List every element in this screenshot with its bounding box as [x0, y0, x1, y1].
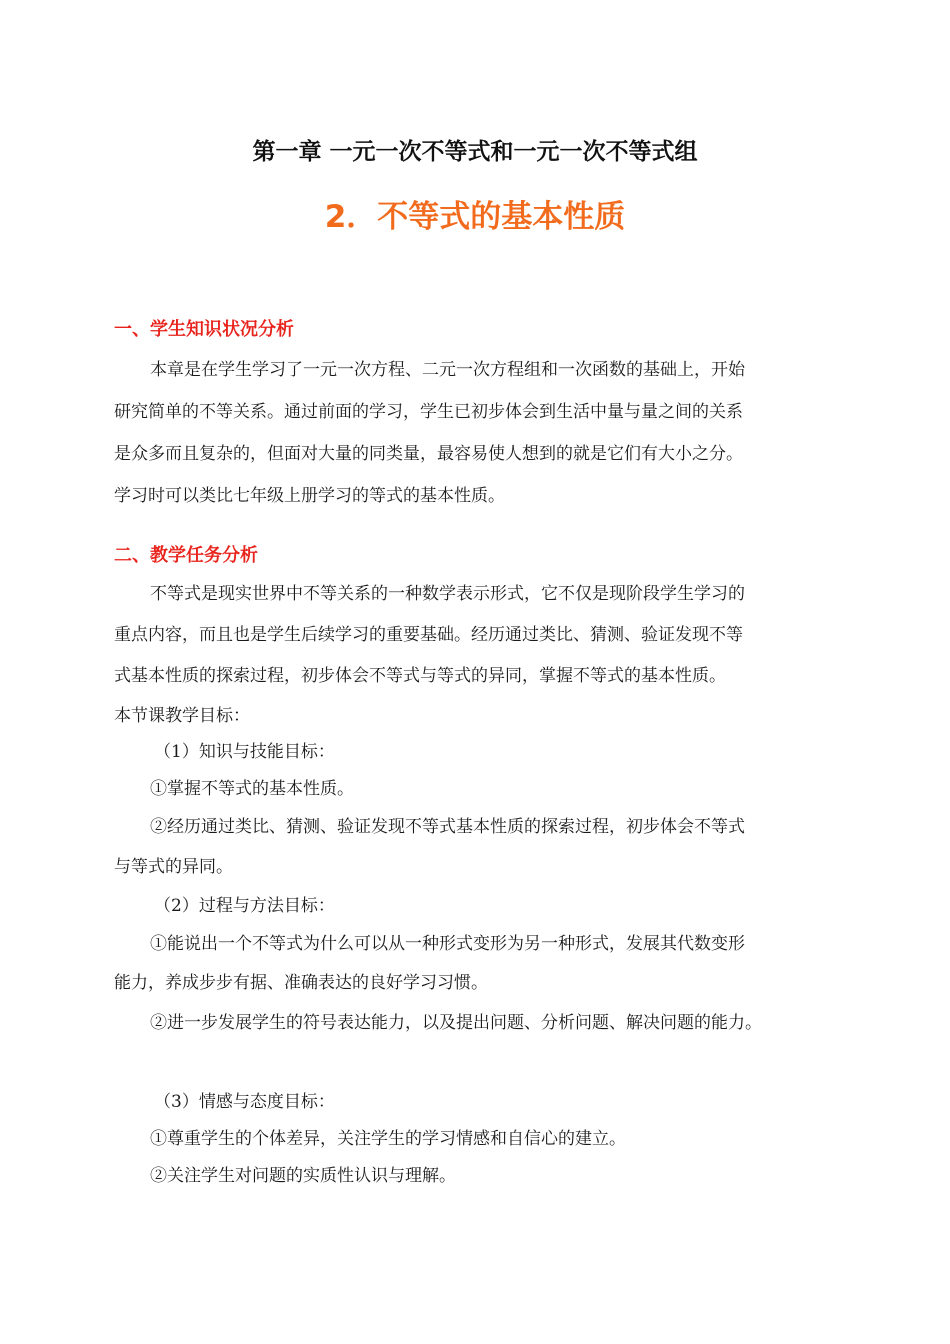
section2-paragraph-line: 不等式是现实世界中不等关系的一种数学表示形式，它不仅是现阶段学生学习的: [150, 584, 745, 604]
goal1-label: （1）知识与技能目标：: [154, 742, 335, 762]
section1-paragraph-line: 学习时可以类比七年级上册学习的等式的基本性质。: [114, 486, 505, 506]
lesson-title: 2．不等式的基本性质: [324, 199, 626, 235]
goal3-item: ①尊重学生的个体差异，关注学生的学习情感和自信心的建立。: [150, 1129, 626, 1149]
goal1-item: ①掌握不等式的基本性质。: [150, 779, 354, 799]
goal3-item: ②关注学生对问题的实质性认识与理解。: [150, 1166, 456, 1186]
goal2-item-continued: 能力，养成步步有据、准确表达的良好学习习惯。: [114, 973, 488, 993]
section1-paragraph-line: 研究简单的不等关系。通过前面的学习，学生已初步体会到生活中量与量之间的关系: [114, 402, 743, 422]
goal2-label: （2）过程与方法目标：: [154, 896, 335, 916]
objectives-label: 本节课教学目标：: [114, 706, 250, 726]
goal1-item-continued: 与等式的异同。: [114, 857, 233, 877]
goal2-item: ①能说出一个不等式为什么可以从一种形式变形为另一种形式，发展其代数变形: [150, 934, 745, 954]
section-heading-student-knowledge: 一、学生知识状况分析: [114, 319, 294, 340]
section2-paragraph-line: 重点内容，而且也是学生后续学习的重要基础。经历通过类比、猜测、验证发现不等: [114, 625, 743, 645]
goal1-item: ②经历通过类比、猜测、验证发现不等式基本性质的探索过程，初步体会不等式: [150, 817, 745, 837]
section1-paragraph-line: 本章是在学生学习了一元一次方程、二元一次方程组和一次函数的基础上，开始: [150, 360, 745, 380]
section1-paragraph-line: 是众多而且复杂的，但面对大量的同类量，最容易使人想到的就是它们有大小之分。: [114, 444, 743, 464]
section2-paragraph-line: 式基本性质的探索过程，初步体会不等式与等式的异同，掌握不等式的基本性质。: [114, 666, 726, 686]
goal2-item: ②进一步发展学生的符号表达能力，以及提出问题、分析问题、解决问题的能力。: [150, 1013, 762, 1033]
section-heading-teaching-task: 二、教学任务分析: [114, 545, 258, 566]
goal3-label: （3）情感与态度目标：: [154, 1092, 335, 1112]
chapter-title: 第一章 一元一次不等式和一元一次不等式组: [252, 139, 698, 165]
